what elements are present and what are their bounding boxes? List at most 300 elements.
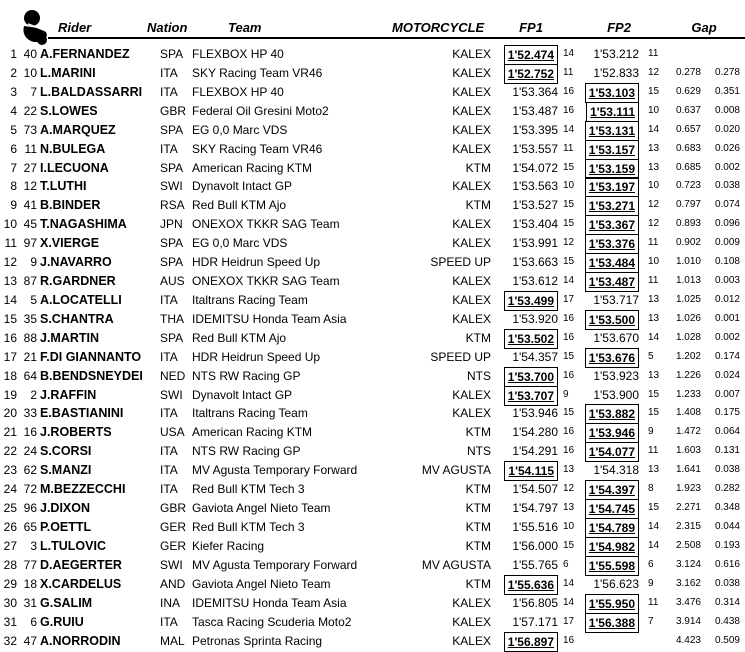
rider-name: T.LUTHI	[40, 179, 87, 194]
fp2-laps: 13	[648, 369, 660, 381]
fp1-laps: 13	[563, 502, 575, 514]
nation: ITA	[160, 614, 178, 629]
motorcycle: KTM	[465, 198, 491, 213]
table-row	[0, 140, 745, 159]
team-name: NTS RW Racing GP	[192, 368, 301, 383]
fp1-time: 1'52.474	[504, 45, 558, 65]
position: 19	[3, 387, 17, 402]
fp2-time: 1'55.950	[585, 594, 639, 614]
rider-number: 27	[23, 160, 37, 175]
table-header	[0, 0, 745, 44]
gap-to-first: 1.025	[675, 293, 701, 305]
fp2-laps: 10	[648, 104, 660, 116]
header-team: Team	[228, 20, 262, 35]
fp2-time: 1'53.676	[585, 348, 639, 368]
nation: AND	[160, 576, 186, 591]
gap-to-previous: 0.038	[714, 180, 740, 192]
table-row	[0, 272, 745, 291]
fp1-time: 1'55.516	[512, 520, 558, 534]
position: 27	[3, 538, 17, 553]
gap-to-first: 0.629	[675, 85, 701, 97]
team-name: EG 0,0 Marc VDS	[192, 122, 288, 137]
position: 25	[3, 501, 17, 516]
header-rider: Rider	[58, 20, 92, 35]
rider-name: A.LOCATELLI	[40, 292, 122, 307]
gap-to-first: 1.408	[675, 407, 701, 419]
gap-to-first: 1.028	[675, 331, 701, 343]
rider-name: L.TULOVIC	[40, 538, 106, 553]
fp1-time: 1'56.897	[504, 632, 558, 652]
table-row	[0, 575, 745, 594]
team-name: Red Bull KTM Ajo	[192, 198, 287, 213]
fp2-time: 1'53.923	[593, 368, 639, 383]
fp2-time: 1'53.946	[585, 423, 639, 443]
rider-name: X.CARDELUS	[40, 576, 122, 591]
table-row	[0, 386, 745, 405]
gap-to-previous: 0.175	[714, 407, 740, 419]
position: 16	[3, 330, 17, 345]
team-name: Dynavolt Intact GP	[192, 387, 293, 402]
nation: SPA	[160, 330, 184, 345]
fp1-laps: 14	[563, 48, 575, 59]
position: 21	[3, 425, 17, 440]
gap-to-first: 0.657	[675, 123, 701, 135]
gap-to-previous: 0.002	[714, 331, 740, 343]
fp2-laps: 5	[648, 350, 654, 362]
team-name: American Racing KTM	[192, 425, 313, 440]
fp1-time: 1'53.395	[512, 122, 558, 137]
motorcycle: KALEX	[452, 387, 491, 402]
table-row	[0, 253, 745, 272]
rider-name: J.DIXON	[40, 501, 91, 516]
team-name: Red Bull KTM Ajo	[192, 330, 287, 345]
rider-name: P.OETTL	[40, 520, 92, 534]
fp2-laps: 11	[648, 48, 659, 59]
rider-number: 77	[23, 557, 37, 572]
rider-number: 40	[23, 47, 37, 61]
rider-name: E.BASTIANINI	[40, 406, 124, 421]
fp1-laps: 13	[563, 464, 575, 476]
fp1-laps: 17	[563, 293, 575, 305]
table-row	[0, 367, 745, 386]
fp1-time: 1'53.707	[504, 386, 558, 406]
position: 4	[10, 103, 17, 118]
fp2-time: 1'53.900	[593, 387, 639, 402]
gap-to-previous: 0.009	[714, 237, 740, 249]
motorcycle: SPEED UP	[430, 349, 491, 364]
gap-to-previous: 0.131	[714, 445, 740, 457]
motorcycle: KALEX	[452, 292, 491, 307]
gap-to-previous: 0.064	[714, 426, 740, 438]
position: 22	[3, 444, 17, 459]
nation: THA	[160, 311, 184, 326]
team-name: Tasca Racing Scuderia Moto2	[192, 614, 352, 629]
gap-to-first: 1.226	[675, 369, 701, 381]
table-row	[0, 291, 745, 310]
table-row	[0, 499, 745, 518]
gap-to-first: 3.476	[675, 596, 701, 608]
fp2-time: 1'53.103	[585, 83, 639, 103]
team-name: FLEXBOX HP 40	[192, 47, 284, 61]
fp2-laps: 15	[648, 388, 660, 400]
nation: GBR	[160, 501, 187, 516]
fp1-laps: 16	[563, 426, 575, 438]
fp1-laps: 14	[563, 577, 575, 589]
nation: SPA	[160, 255, 184, 270]
fp1-laps: 16	[563, 445, 575, 457]
fp2-laps: 13	[648, 142, 660, 154]
fp2-laps: 7	[648, 615, 654, 627]
rider-name: F.DI GIANNANTO	[40, 349, 142, 364]
gap-to-previous: 0.509	[714, 634, 740, 646]
gap-to-previous: 0.282	[714, 483, 740, 495]
fp2-time: 1'53.212	[593, 47, 639, 61]
gap-to-previous: 0.002	[714, 161, 740, 173]
nation: INA	[160, 595, 181, 610]
table-row	[0, 537, 745, 556]
nation: ITA	[160, 84, 178, 99]
rider-number: 62	[23, 463, 37, 478]
rider-name: G.SALIM	[40, 595, 93, 610]
motorcycle-rider-icon	[18, 6, 54, 46]
rider-name: B.BENDSNEYDEI	[40, 368, 143, 383]
gap-to-first: 1.603	[675, 445, 701, 457]
fp2-laps: 13	[648, 161, 660, 173]
position: 32	[3, 633, 17, 648]
table-row	[0, 329, 745, 348]
fp2-laps: 13	[648, 464, 660, 476]
position: 6	[10, 141, 17, 156]
fp2-time: 1'54.397	[585, 480, 639, 500]
gap-to-previous: 0.616	[714, 558, 740, 570]
fp1-laps: 15	[563, 407, 575, 419]
fp1-time: 1'53.563	[512, 179, 558, 194]
motorcycle: KTM	[465, 576, 491, 591]
gap-to-previous: 0.108	[714, 256, 740, 268]
fp1-time: 1'56.000	[512, 538, 558, 553]
position: 30	[3, 595, 17, 610]
rider-number: 41	[23, 198, 37, 213]
table-row	[0, 64, 745, 83]
rider-number: 97	[23, 236, 37, 251]
gap-to-first: 0.723	[675, 180, 701, 192]
table-row	[0, 121, 745, 140]
table-row	[0, 348, 745, 367]
nation: SWI	[160, 557, 183, 572]
header-fp1: FP1	[519, 20, 543, 35]
position: 5	[10, 122, 17, 137]
nation: GER	[160, 520, 187, 534]
fp1-laps: 12	[563, 483, 575, 495]
team-name: HDR Heidrun Speed Up	[192, 255, 321, 270]
table-row	[0, 215, 745, 234]
gap-to-previous: 0.020	[714, 123, 740, 135]
gap-to-first: 1.202	[675, 350, 701, 362]
fp2-time: 1'52.833	[593, 65, 639, 80]
position: 8	[10, 179, 17, 194]
fp1-laps: 6	[563, 558, 569, 570]
gap-to-previous: 0.278	[714, 66, 740, 78]
gap-to-first: 0.893	[675, 218, 701, 230]
team-name: American Racing KTM	[192, 160, 313, 175]
rider-number: 2	[30, 387, 37, 402]
nation: ITA	[160, 444, 178, 459]
fp1-time: 1'54.280	[512, 425, 558, 440]
fp1-laps: 14	[563, 123, 575, 135]
rider-number: 7	[30, 84, 37, 99]
rider-name: S.MANZI	[40, 463, 92, 478]
team-name: IDEMITSU Honda Team Asia	[192, 311, 347, 326]
gap-to-first: 3.162	[675, 577, 701, 589]
position: 31	[3, 614, 17, 629]
fp2-time: 1'55.598	[585, 556, 639, 576]
rider-name: J.NAVARRO	[40, 255, 112, 270]
rider-name: G.RUIU	[40, 614, 84, 629]
fp2-time: 1'53.271	[585, 196, 639, 216]
motorcycle: KTM	[465, 482, 491, 497]
fp2-laps: 12	[648, 66, 660, 78]
fp2-laps: 9	[648, 426, 654, 438]
motorcycle: KALEX	[452, 122, 491, 137]
fp2-laps: 13	[648, 312, 660, 324]
fp1-time: 1'55.765	[512, 557, 558, 572]
rider-number: 33	[23, 406, 37, 421]
gap-to-previous: 0.096	[714, 218, 740, 230]
position: 2	[10, 65, 17, 80]
rider-number: 5	[30, 292, 37, 307]
fp1-time: 1'56.805	[512, 595, 558, 610]
position: 11	[4, 236, 17, 251]
rider-number: 12	[23, 179, 37, 194]
motorcycle: NTS	[467, 444, 491, 459]
fp2-time: 1'53.111	[586, 102, 639, 122]
fp1-time: 1'53.700	[504, 367, 558, 387]
rider-name: J.MARTIN	[40, 330, 100, 345]
gap-to-previous: 0.314	[714, 596, 740, 608]
motorcycle: KTM	[465, 520, 491, 534]
fp1-laps: 11	[563, 142, 574, 154]
fp2-time: 1'56.388	[585, 613, 639, 633]
fp1-time: 1'54.115	[504, 461, 558, 481]
nation: SPA	[160, 160, 184, 175]
position: 20	[3, 406, 17, 421]
gap-to-first: 1.013	[675, 275, 701, 287]
fp1-time: 1'53.502	[504, 329, 558, 349]
gap-to-first: 4.423	[675, 634, 701, 646]
nation: MAL	[160, 633, 185, 648]
table-row	[0, 461, 745, 480]
fp2-time: 1'53.197	[585, 177, 639, 197]
header-motorcycle: MOTORCYCLE	[392, 20, 485, 35]
motorcycle: KTM	[465, 538, 491, 553]
team-name: ONEXOX TKKR SAG Team	[192, 217, 340, 232]
gap-to-previous: 0.038	[714, 577, 740, 589]
rider-name: M.BEZZECCHI	[40, 482, 126, 497]
team-name: Gaviota Angel Nieto Team	[192, 501, 331, 516]
gap-to-first: 0.685	[675, 161, 701, 173]
team-name: Italtrans Racing Team	[192, 406, 308, 421]
table-row	[0, 518, 745, 537]
motorcycle: SPEED UP	[430, 255, 491, 270]
nation: ITA	[160, 292, 178, 307]
rider-number: 45	[23, 217, 37, 232]
fp1-laps: 15	[563, 161, 575, 173]
gap-to-previous: 0.193	[714, 539, 740, 551]
rider-number: 87	[23, 274, 37, 289]
gap-to-first: 0.278	[675, 66, 701, 78]
gap-to-previous: 0.026	[714, 142, 740, 154]
fp2-time: 1'53.376	[585, 234, 639, 254]
table-row	[0, 159, 745, 178]
nation: SWI	[160, 387, 183, 402]
rider-number: 64	[23, 368, 37, 383]
nation: ITA	[160, 141, 178, 156]
position: 28	[3, 557, 17, 572]
motorcycle: KALEX	[452, 236, 491, 251]
gap-to-previous: 0.007	[714, 388, 740, 400]
team-name: Red Bull KTM Tech 3	[192, 520, 305, 534]
rider-name: A.FERNANDEZ	[40, 47, 130, 61]
gap-to-previous: 0.024	[714, 369, 740, 381]
fp1-time: 1'54.291	[512, 444, 558, 459]
fp2-time: 1'53.717	[593, 292, 639, 307]
gap-to-previous: 0.348	[714, 502, 740, 514]
fp1-laps: 16	[563, 331, 575, 343]
nation: SWI	[160, 179, 183, 194]
fp2-laps: 14	[648, 521, 660, 532]
gap-to-first: 1.010	[675, 256, 701, 268]
gap-to-first: 2.271	[675, 502, 701, 514]
nation: GER	[160, 538, 187, 553]
gap-to-previous: 0.044	[714, 521, 740, 532]
position: 1	[10, 47, 17, 61]
fp1-laps: 16	[563, 85, 575, 97]
rider-number: 47	[23, 633, 37, 648]
team-name: ONEXOX TKKR SAG Team	[192, 274, 340, 289]
rider-number: 96	[23, 501, 37, 516]
rider-name: S.CHANTRA	[40, 311, 114, 326]
fp1-laps: 15	[563, 199, 575, 211]
rider-number: 11	[24, 141, 37, 156]
motorcycle: KALEX	[452, 595, 491, 610]
gap-to-first: 2.508	[675, 539, 701, 551]
team-name: Red Bull KTM Tech 3	[192, 482, 305, 497]
nation: ITA	[160, 406, 178, 421]
table-row	[0, 196, 745, 215]
fp1-laps: 16	[563, 104, 575, 116]
team-name: Federal Oil Gresini Moto2	[192, 103, 329, 118]
rider-name: T.NAGASHIMA	[40, 217, 127, 232]
motorcycle: KALEX	[452, 47, 491, 61]
rider-name: A.MARQUEZ	[40, 122, 116, 137]
fp2-laps: 11	[648, 275, 659, 287]
fp1-laps: 14	[563, 596, 575, 608]
rider-name: A.NORRODIN	[40, 633, 121, 648]
fp1-time: 1'53.364	[512, 84, 558, 99]
table-row	[0, 613, 745, 632]
table-row	[0, 83, 745, 102]
motorcycle: KALEX	[452, 274, 491, 289]
motorcycle: KALEX	[452, 103, 491, 118]
fp2-time: 1'53.500	[585, 310, 639, 330]
fp2-time: 1'54.982	[585, 537, 639, 557]
nation: RSA	[160, 198, 185, 213]
gap-to-first: 3.124	[675, 558, 701, 570]
fp2-laps: 15	[648, 85, 660, 97]
rider-name: I.LECUONA	[40, 160, 109, 175]
fp2-time: 1'53.484	[585, 253, 639, 273]
fp2-laps: 15	[648, 407, 660, 419]
table-row	[0, 480, 745, 499]
rider-number: 9	[30, 255, 37, 270]
position: 10	[3, 217, 17, 232]
fp2-time: 1'54.745	[585, 499, 639, 519]
gap-to-previous: 0.074	[714, 199, 740, 211]
fp2-laps: 8	[648, 483, 654, 495]
team-name: SKY Racing Team VR46	[192, 141, 323, 156]
fp2-time: 1'54.077	[585, 442, 639, 462]
fp1-time: 1'53.527	[512, 198, 558, 213]
fp2-laps: 12	[648, 218, 660, 230]
gap-to-first: 2.315	[675, 521, 701, 532]
fp2-laps: 13	[648, 293, 660, 305]
team-name: Kiefer Racing	[192, 538, 265, 553]
fp2-time: 1'54.318	[593, 463, 639, 478]
motorcycle: KALEX	[452, 217, 491, 232]
fp1-time: 1'53.946	[512, 406, 558, 421]
table-row	[0, 423, 745, 442]
position: 12	[3, 255, 17, 270]
gap-to-first: 1.641	[675, 464, 701, 476]
position: 24	[3, 482, 17, 497]
gap-to-first: 0.902	[675, 237, 701, 249]
team-name: HDR Heidrun Speed Up	[192, 349, 321, 364]
position: 17	[3, 349, 17, 364]
fp1-time: 1'53.499	[504, 291, 558, 311]
table-row	[0, 310, 745, 329]
fp2-laps: 10	[648, 256, 660, 268]
fp1-time: 1'54.507	[512, 482, 558, 497]
fp2-laps: 12	[648, 199, 660, 211]
position: 23	[3, 463, 17, 478]
nation: USA	[160, 425, 185, 440]
fp2-time: 1'53.487	[585, 272, 639, 292]
gap-to-previous: 0.438	[714, 615, 740, 627]
fp2-time: 1'53.882	[585, 404, 639, 424]
fp2-time: 1'53.159	[585, 159, 639, 179]
fp1-time: 1'54.797	[512, 501, 558, 516]
rider-name: B.BINDER	[40, 198, 101, 213]
position: 3	[10, 84, 17, 99]
fp1-time: 1'53.920	[512, 311, 558, 326]
fp2-laps: 11	[648, 237, 659, 249]
nation: SPA	[160, 47, 184, 61]
team-name: SKY Racing Team VR46	[192, 65, 323, 80]
fp1-laps: 10	[563, 180, 575, 192]
gap-to-first: 1.472	[675, 426, 701, 438]
fp1-time: 1'55.636	[504, 575, 558, 595]
fp2-laps: 6	[648, 558, 654, 570]
gap-to-first: 0.637	[675, 104, 701, 116]
table-row	[0, 632, 745, 651]
motorcycle: MV AGUSTA	[421, 463, 491, 478]
rider-number: 16	[23, 425, 37, 440]
nation: SPA	[160, 236, 184, 251]
team-name: EG 0,0 Marc VDS	[192, 236, 288, 251]
rider-name: S.LOWES	[40, 103, 98, 118]
fp2-laps: 14	[648, 123, 660, 135]
motorcycle: KALEX	[452, 633, 491, 648]
